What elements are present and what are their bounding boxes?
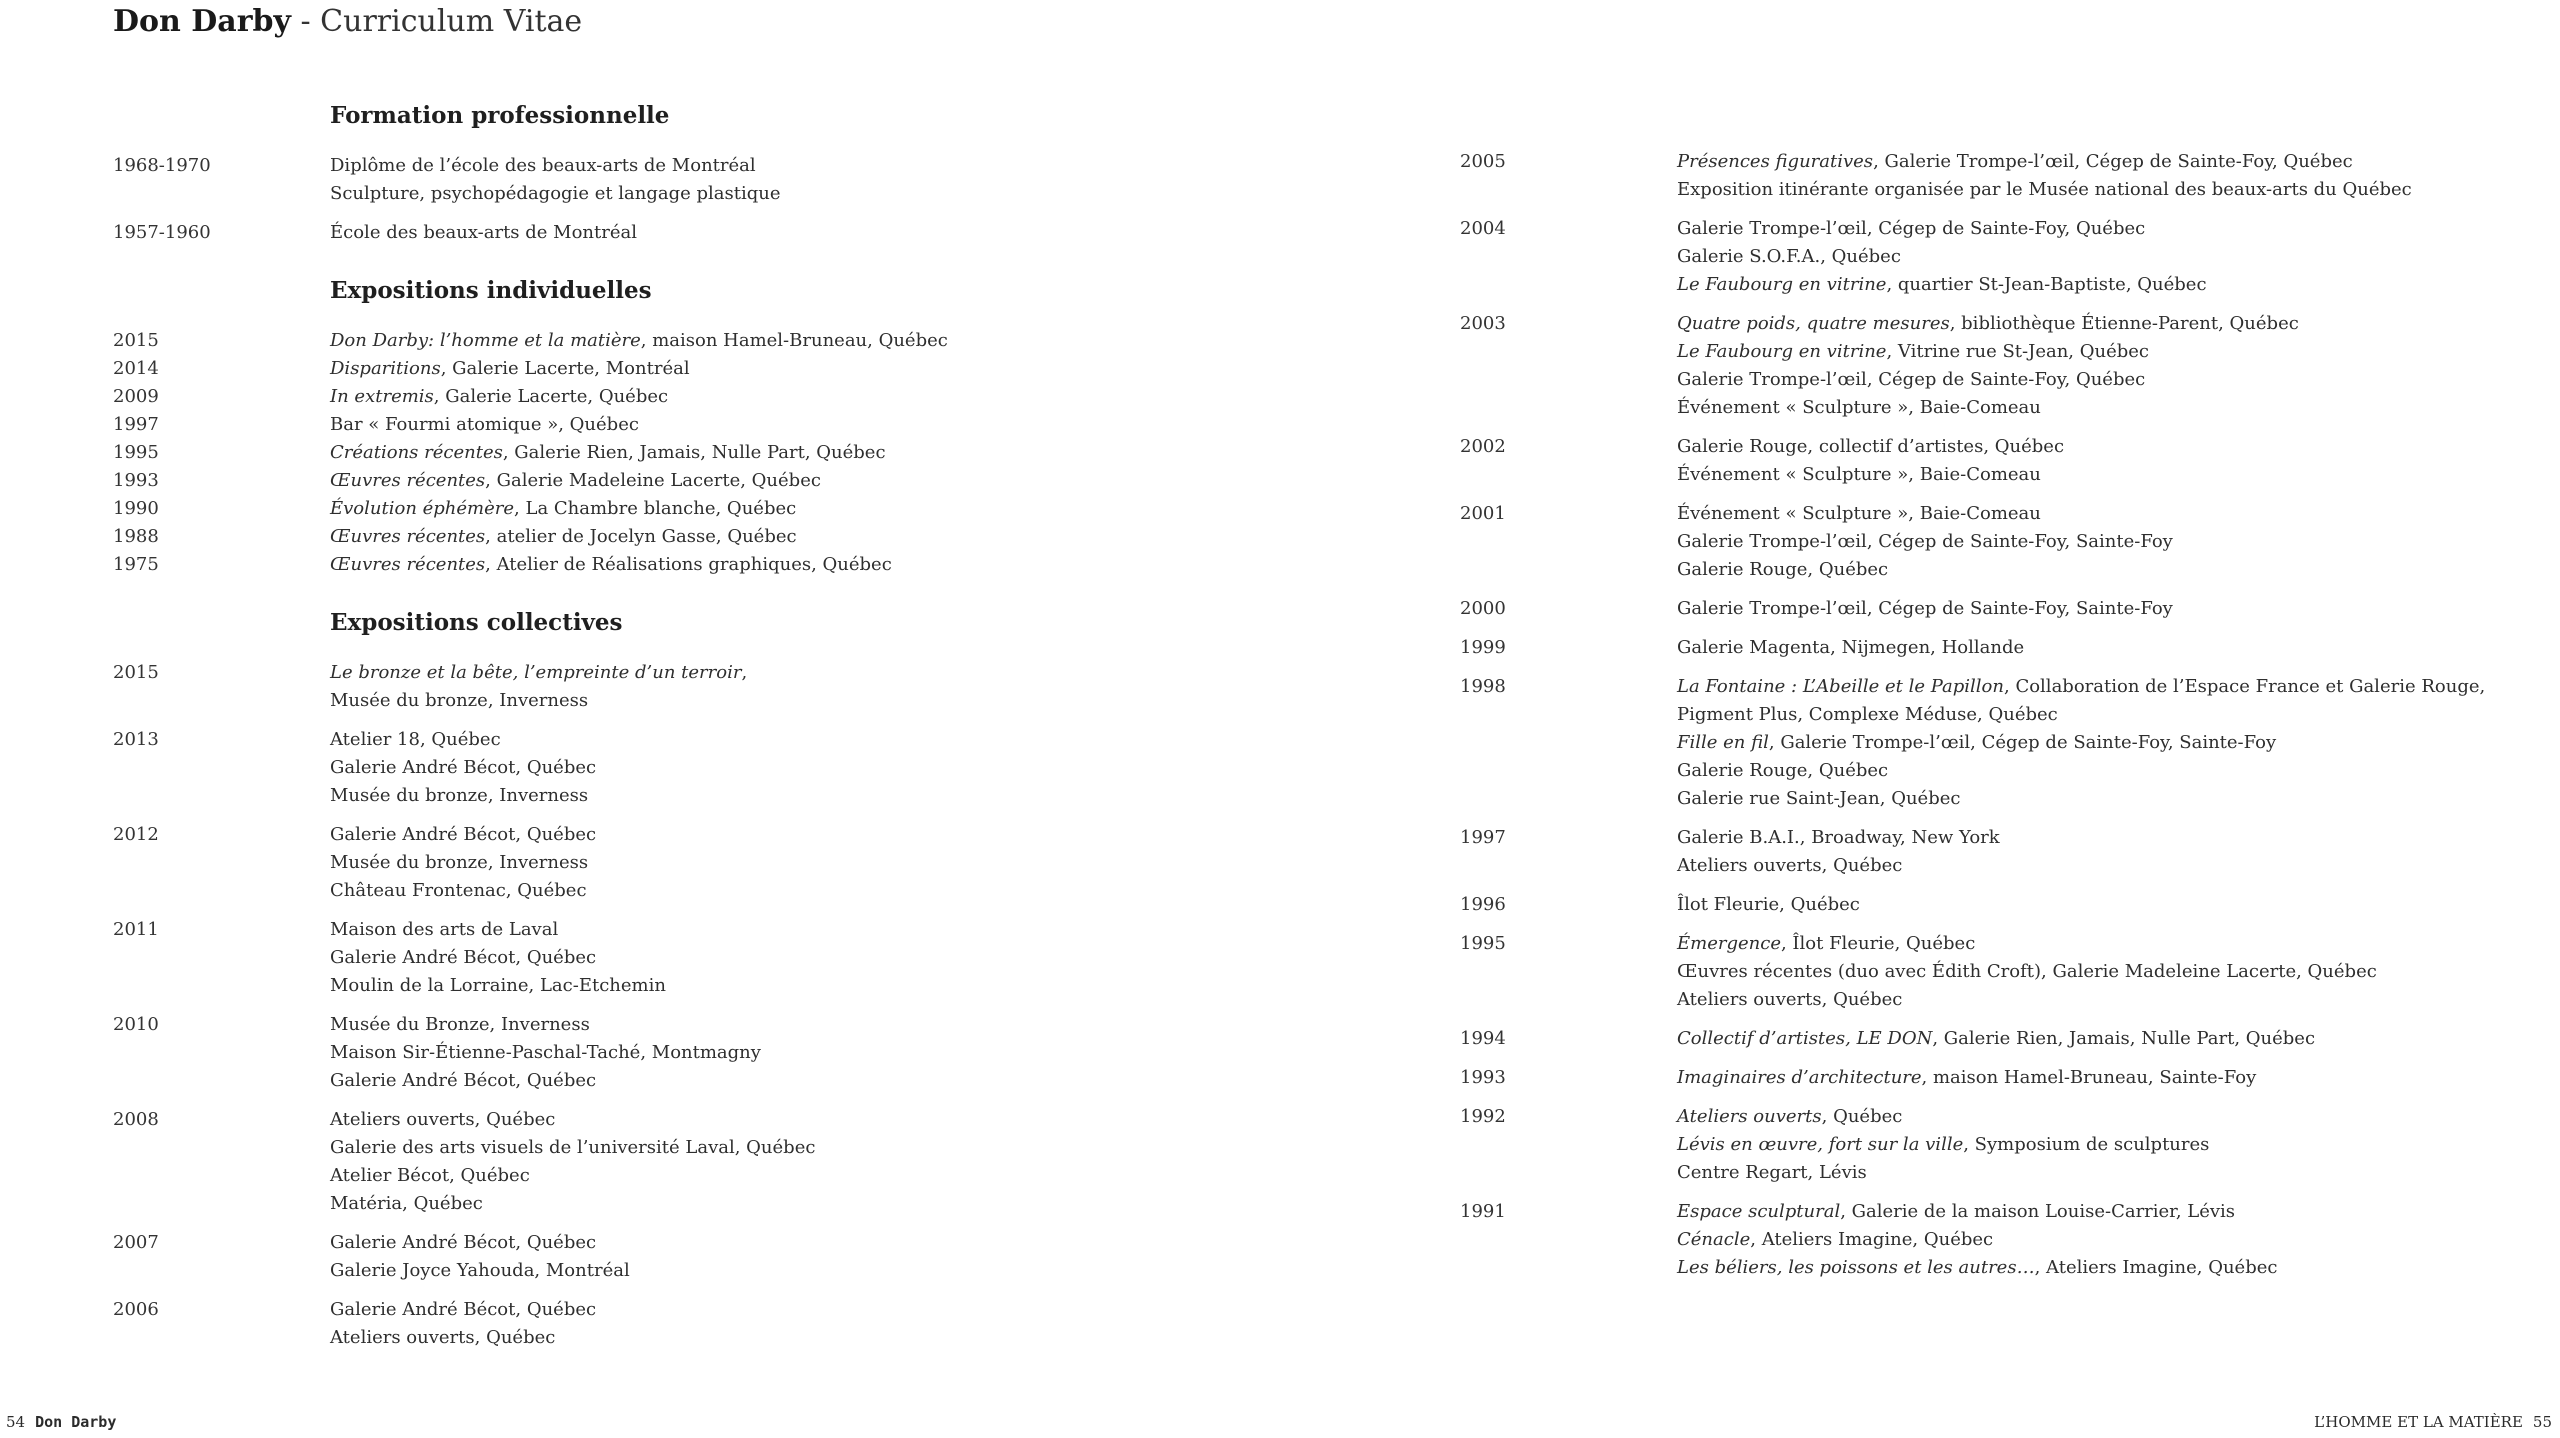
entry-line [1677, 1103, 2540, 1131]
entry-year: 2010 [113, 1014, 159, 1035]
venue-text: , Galerie Lacerte, Québec [433, 386, 669, 407]
entry-lines [1677, 148, 2540, 204]
venue-text: Galerie André Bécot, Québec [330, 1232, 597, 1253]
entry-line [1677, 394, 2540, 422]
entry-lines [1677, 673, 2540, 813]
work-title: Évolution éphémère [330, 498, 515, 519]
entry-lines [1677, 310, 2540, 422]
cv-entry [113, 355, 1343, 383]
footer-left [6, 1412, 116, 1432]
venue-text: Atelier 18, Québec [330, 729, 501, 750]
entry-line [1677, 1254, 2540, 1282]
work-title: Émergence [1677, 933, 1781, 954]
entry-line [330, 327, 1343, 355]
cv-entry [113, 383, 1343, 411]
work-title: Le Faubourg en vitrine [1677, 274, 1887, 295]
cv-entry [113, 551, 1343, 579]
venue-text: Matéria, Québec [330, 1193, 483, 1214]
individual-exhibitions-list [113, 327, 1343, 579]
venue-text: , bibliothèque Étienne-Parent, Québec [1949, 313, 2299, 334]
entry-lines [330, 916, 1343, 1000]
entry-year: 1991 [1460, 1201, 1506, 1222]
entry-year: 2001 [1460, 503, 1506, 524]
entry-year: 1993 [1460, 1067, 1506, 1088]
entry-line [330, 1190, 1343, 1218]
entry-line [330, 782, 1343, 810]
cv-entry [1460, 1064, 2540, 1092]
cv-entry [113, 467, 1343, 495]
venue-text: , quartier St-Jean-Baptiste, Québec [1886, 274, 2207, 295]
cv-entry [113, 1296, 1343, 1352]
entry-year: 2009 [113, 386, 159, 407]
cv-entry [1460, 891, 2540, 919]
entry-year: 2007 [113, 1232, 159, 1253]
work-title: Ateliers ouverts [1677, 1106, 1822, 1127]
entry-lines [1677, 215, 2540, 299]
entry-line [330, 877, 1343, 905]
entry-line [330, 849, 1343, 877]
group-exhibitions-section [113, 607, 1343, 1352]
footer-right [2314, 1412, 2552, 1432]
entry-year: 1997 [1460, 827, 1506, 848]
entry-line [330, 687, 1343, 715]
cv-entry [1460, 595, 2540, 623]
venue-text: , Galerie Rien, Jamais, Nulle Part, Québec [1932, 1028, 2316, 1049]
cv-entry [1460, 433, 2540, 489]
venue-text: Exposition itinérante organisée par le Musée national des beaux-arts du Québec [1677, 179, 2412, 200]
entry-lines [330, 467, 1343, 495]
entry-year: 2013 [113, 729, 159, 750]
entry-line [1677, 634, 2540, 662]
cv-entry [1460, 673, 2540, 813]
venue-text: Atelier Bécot, Québec [330, 1165, 530, 1186]
entry-line [330, 1324, 1343, 1352]
cv-entry [113, 439, 1343, 467]
entry-line [330, 523, 1343, 551]
cv-entry [113, 1011, 1343, 1095]
entry-lines [330, 1106, 1343, 1218]
cv-entry [113, 1229, 1343, 1285]
page-number-left: 54 [6, 1413, 26, 1431]
venue-text: Galerie B.A.I., Broadway, New York [1677, 827, 2000, 848]
venue-text: Galerie des arts visuels de l’université Laval, Québec [330, 1137, 816, 1158]
page-title [113, 2, 582, 42]
entry-line [330, 1134, 1343, 1162]
entry-line [330, 1296, 1343, 1324]
individual-exhibitions-section [113, 275, 1343, 579]
entry-line [330, 821, 1343, 849]
venue-text: Diplôme de l’école des beaux-arts de Montréal [330, 155, 756, 176]
entry-line [330, 355, 1343, 383]
entry-lines [330, 411, 1343, 439]
entry-line [330, 1229, 1343, 1257]
entry-lines [330, 327, 1343, 355]
venue-text: Galerie André Bécot, Québec [330, 757, 597, 778]
work-title: Collectif d’artistes, LE DON [1677, 1028, 1933, 1049]
entry-year: 1968-1970 [113, 155, 211, 176]
entry-year: 2000 [1460, 598, 1506, 619]
entry-line [330, 659, 1343, 687]
entry-lines [330, 551, 1343, 579]
venue-text: , Atelier de Réalisations graphiques, Québec [485, 554, 892, 575]
venue-text: , Vitrine rue St-Jean, Québec [1886, 341, 2150, 362]
venue-text: Événement « Sculpture », Baie-Comeau [1677, 503, 2041, 524]
group-exhibitions-continued-list [1460, 148, 2540, 1282]
work-title: Créations récentes [330, 442, 503, 463]
cv-entry [1460, 310, 2540, 422]
work-title: Espace sculptural [1677, 1201, 1841, 1222]
venue-text: Ateliers ouverts, Québec [330, 1327, 556, 1348]
entry-line [1677, 338, 2540, 366]
entry-line [1677, 930, 2540, 958]
entry-lines [1677, 500, 2540, 584]
entry-line [1677, 461, 2540, 489]
entry-line [330, 439, 1343, 467]
entry-year: 1997 [113, 414, 159, 435]
entry-line [330, 1162, 1343, 1190]
entry-lines [330, 1229, 1343, 1285]
venue-text: Œuvres récentes (duo avec Édith Croft), Galerie Madeleine Lacerte, Québec [1677, 961, 2377, 982]
entry-lines [1677, 1064, 2540, 1092]
work-title: La Fontaine : L’Abeille et le Papillon [1677, 676, 2004, 697]
venue-text: , Galerie Lacerte, Montréal [440, 358, 690, 379]
page-number-right: 55 [2532, 1413, 2552, 1431]
venue-text: Îlot Fleurie, Québec [1677, 894, 1860, 915]
venue-text: Musée du bronze, Inverness [330, 785, 589, 806]
venue-text: Galerie André Bécot, Québec [330, 947, 597, 968]
left-column [113, 100, 1343, 1380]
cv-entry [113, 495, 1343, 523]
venue-text: Galerie S.O.F.A., Québec [1677, 246, 1901, 267]
entry-year: 2003 [1460, 313, 1506, 334]
cv-entry [113, 219, 1343, 247]
entry-line [1677, 673, 2540, 701]
venue-text: Musée du bronze, Inverness [330, 852, 589, 873]
entry-line [1677, 556, 2540, 584]
venue-text: Musée du Bronze, Inverness [330, 1014, 590, 1035]
entry-year: 1957-1960 [113, 222, 211, 243]
formation-title: Formation professionnelle [330, 102, 670, 129]
entry-line [330, 180, 1343, 208]
cv-entry [1460, 1103, 2540, 1187]
entry-year: 2011 [113, 919, 159, 940]
cv-entry [1460, 148, 2540, 204]
entry-lines [1677, 824, 2540, 880]
venue-text: , maison Hamel-Bruneau, Sainte-Foy [1921, 1067, 2257, 1088]
venue-text: Galerie Trompe-l’œil, Cégep de Sainte-Foy, Québec [1677, 218, 2146, 239]
cv-entry [113, 821, 1343, 905]
venue-text: Ateliers ouverts, Québec [1677, 855, 1903, 876]
venue-text: Centre Regart, Lévis [1677, 1162, 1867, 1183]
cv-entry [1460, 1025, 2540, 1053]
venue-text: , Galerie de la maison Louise-Carrier, Lévis [1840, 1201, 2236, 1222]
entry-line [330, 1106, 1343, 1134]
entry-line [1677, 891, 2540, 919]
entry-line [330, 551, 1343, 579]
cv-entry [113, 152, 1343, 208]
venue-text: , maison Hamel-Bruneau, Québec [640, 330, 948, 351]
entry-year: 2015 [113, 662, 159, 683]
entry-year: 2015 [113, 330, 159, 351]
entry-line [330, 383, 1343, 411]
venue-text: Galerie Trompe-l’œil, Cégep de Sainte-Foy, Québec [1677, 369, 2146, 390]
cv-entry [113, 726, 1343, 810]
cv-entry [1460, 500, 2540, 584]
venue-text: , La Chambre blanche, Québec [514, 498, 797, 519]
venue-text: Galerie Trompe-l’œil, Cégep de Sainte-Foy, Sainte-Foy [1677, 531, 2173, 552]
entry-year: 1998 [1460, 676, 1506, 697]
entry-lines [330, 219, 1343, 247]
entry-line [330, 411, 1343, 439]
entry-line [1677, 757, 2540, 785]
entry-year: 1988 [113, 526, 159, 547]
entry-line [1677, 729, 2540, 757]
entry-lines [1677, 634, 2540, 662]
entry-line [1677, 500, 2540, 528]
venue-text: École des beaux-arts de Montréal [330, 222, 638, 243]
entry-lines [330, 726, 1343, 810]
entry-year: 1996 [1460, 894, 1506, 915]
entry-line [330, 219, 1343, 247]
entry-line [330, 467, 1343, 495]
group-exhibitions-list [113, 659, 1343, 1352]
entry-line [330, 1067, 1343, 1095]
entry-year: 1975 [113, 554, 159, 575]
formation-section [113, 100, 1343, 247]
entry-line [1677, 366, 2540, 394]
venue-text: , atelier de Jocelyn Gasse, Québec [485, 526, 797, 547]
entry-year: 1995 [1460, 933, 1506, 954]
entry-lines [1677, 930, 2540, 1014]
footer-artist-name: Don Darby [35, 1413, 117, 1431]
cv-entry [1460, 930, 2540, 1014]
entry-line [330, 754, 1343, 782]
venue-text: Galerie Rouge, Québec [1677, 760, 1889, 781]
entry-line [1677, 148, 2540, 176]
entry-year: 2005 [1460, 151, 1506, 172]
work-title: Présences figuratives [1677, 151, 1874, 172]
artist-name: Don Darby [113, 4, 291, 39]
entry-line [330, 495, 1343, 523]
entry-year: 1994 [1460, 1028, 1506, 1049]
work-title: Disparitions [330, 358, 441, 379]
venue-text: Maison des arts de Laval [330, 919, 559, 940]
entry-year: 1995 [113, 442, 159, 463]
entry-lines [330, 821, 1343, 905]
venue-text: , Québec [1821, 1106, 1903, 1127]
venue-text: Bar « Fourmi atomique », Québec [330, 414, 639, 435]
entry-line [330, 972, 1343, 1000]
entry-lines [1677, 1198, 2540, 1282]
venue-text: Musée du bronze, Inverness [330, 690, 589, 711]
venue-text: Ateliers ouverts, Québec [1677, 989, 1903, 1010]
venue-text: Château Frontenac, Québec [330, 880, 587, 901]
entry-year: 2006 [113, 1299, 159, 1320]
work-title: Lévis en œuvre, fort sur la ville [1677, 1134, 1964, 1155]
venue-text: Pigment Plus, Complexe Méduse, Québec [1677, 704, 2058, 725]
entry-lines [1677, 1025, 2540, 1053]
venue-text: Galerie André Bécot, Québec [330, 824, 597, 845]
entry-lines [330, 1011, 1343, 1095]
venue-text: , Ateliers Imagine, Québec [2034, 1257, 2278, 1278]
entry-lines [1677, 1103, 2540, 1187]
cv-entry [1460, 1198, 2540, 1282]
venue-text: Galerie André Bécot, Québec [330, 1070, 597, 1091]
entry-line [1677, 701, 2540, 729]
right-column [1460, 148, 2540, 1293]
entry-line [330, 1257, 1343, 1285]
entry-line [1677, 1064, 2540, 1092]
entry-line [1677, 1226, 2540, 1254]
venue-text: Galerie Trompe-l’œil, Cégep de Sainte-Foy, Sainte-Foy [1677, 598, 2173, 619]
work-title: Don Darby: l’homme et la matière [330, 330, 641, 351]
cv-entry [1460, 824, 2540, 880]
venue-text: Événement « Sculpture », Baie-Comeau [1677, 397, 2041, 418]
entry-year: 2002 [1460, 436, 1506, 457]
venue-text: Maison Sir-Étienne-Paschal-Taché, Montmagny [330, 1042, 761, 1063]
entry-year: 2014 [113, 358, 159, 379]
entry-lines [330, 1296, 1343, 1352]
venue-text: Galerie Joyce Yahouda, Montréal [330, 1260, 630, 1281]
work-title: Le bronze et la bête, l’empreinte d’un terroir [330, 662, 742, 683]
entry-line [1677, 824, 2540, 852]
entry-lines [330, 659, 1343, 715]
footer-book-title: L’HOMME ET LA MATIÈRE [2314, 1413, 2523, 1431]
venue-text: Moulin de la Lorraine, Lac-Etchemin [330, 975, 666, 996]
entry-line [1677, 785, 2540, 813]
venue-text: Galerie Rouge, collectif d’artistes, Québec [1677, 436, 2065, 457]
cv-entry [113, 916, 1343, 1000]
work-title: Imaginaires d’architecture [1677, 1067, 1922, 1088]
entry-year: 2012 [113, 824, 159, 845]
entry-lines [330, 383, 1343, 411]
entry-line [1677, 1198, 2540, 1226]
entry-line [1677, 1159, 2540, 1187]
cv-entry [113, 1106, 1343, 1218]
entry-year: 1992 [1460, 1106, 1506, 1127]
venue-text: Galerie André Bécot, Québec [330, 1299, 597, 1320]
cv-entry [1460, 634, 2540, 662]
work-title: Les béliers, les poissons et les autres… [1677, 1257, 2035, 1278]
entry-line [1677, 528, 2540, 556]
work-title: Œuvres récentes [330, 470, 486, 491]
entry-line [330, 726, 1343, 754]
venue-text: , Symposium de sculptures [1963, 1134, 2210, 1155]
entry-year: 1999 [1460, 637, 1506, 658]
entry-line [1677, 595, 2540, 623]
entry-year: 1990 [113, 498, 159, 519]
entry-lines [330, 523, 1343, 551]
cv-entry [113, 327, 1343, 355]
venue-text: Événement « Sculpture », Baie-Comeau [1677, 464, 2041, 485]
entry-line [1677, 215, 2540, 243]
cv-entry [113, 411, 1343, 439]
venue-text: , Îlot Fleurie, Québec [1780, 933, 1976, 954]
entry-lines [1677, 433, 2540, 489]
venue-text: , [741, 662, 748, 683]
entry-line [1677, 1025, 2540, 1053]
entry-line [330, 944, 1343, 972]
formation-list [113, 152, 1343, 247]
entry-line [330, 1039, 1343, 1067]
entry-line [330, 1011, 1343, 1039]
entry-line [1677, 852, 2540, 880]
cv-subtitle: - Curriculum Vitae [290, 4, 583, 39]
venue-text: , Galerie Madeleine Lacerte, Québec [485, 470, 821, 491]
entry-line [1677, 176, 2540, 204]
work-title: Le Faubourg en vitrine [1677, 341, 1887, 362]
entry-line [1677, 986, 2540, 1014]
entry-lines [1677, 595, 2540, 623]
venue-text: Galerie Rouge, Québec [1677, 559, 1889, 580]
venue-text: Galerie rue Saint-Jean, Québec [1677, 788, 1961, 809]
entry-line [1677, 271, 2540, 299]
entry-line [1677, 243, 2540, 271]
entry-year: 1993 [113, 470, 159, 491]
work-title: Cénacle [1677, 1229, 1751, 1250]
entry-lines [330, 495, 1343, 523]
work-title: Quatre poids, quatre mesures [1677, 313, 1950, 334]
venue-text: , Galerie Trompe-l’œil, Cégep de Sainte-Foy, Sainte-Foy [1768, 732, 2277, 753]
work-title: In extremis [330, 386, 434, 407]
work-title: Œuvres récentes [330, 554, 486, 575]
entry-line [1677, 433, 2540, 461]
venue-text: Ateliers ouverts, Québec [330, 1109, 556, 1130]
venue-text: , Ateliers Imagine, Québec [1750, 1229, 1994, 1250]
entry-year: 2008 [113, 1109, 159, 1130]
cv-entry [113, 659, 1343, 715]
entry-line [1677, 958, 2540, 986]
venue-text: , Collaboration de l’Espace France et Galerie Rouge, [2004, 676, 2486, 697]
work-title: Fille en fil [1677, 732, 1769, 753]
entry-lines [330, 439, 1343, 467]
entry-lines [330, 152, 1343, 208]
entry-line [1677, 1131, 2540, 1159]
entry-lines [330, 355, 1343, 383]
venue-text: , Galerie Rien, Jamais, Nulle Part, Québec [502, 442, 886, 463]
entry-lines [1677, 891, 2540, 919]
group-exhibitions-title: Expositions collectives [330, 609, 623, 636]
cv-entry [113, 523, 1343, 551]
venue-text: Galerie Magenta, Nijmegen, Hollande [1677, 637, 2025, 658]
venue-text: Sculpture, psychopédagogie et langage plastique [330, 183, 781, 204]
entry-year: 2004 [1460, 218, 1506, 239]
entry-line [1677, 310, 2540, 338]
venue-text: , Galerie Trompe-l’œil, Cégep de Sainte-Foy, Québec [1873, 151, 2353, 172]
cv-entry [1460, 215, 2540, 299]
entry-line [330, 152, 1343, 180]
individual-exhibitions-title: Expositions individuelles [330, 277, 652, 304]
entry-line [330, 916, 1343, 944]
work-title: Œuvres récentes [330, 526, 486, 547]
